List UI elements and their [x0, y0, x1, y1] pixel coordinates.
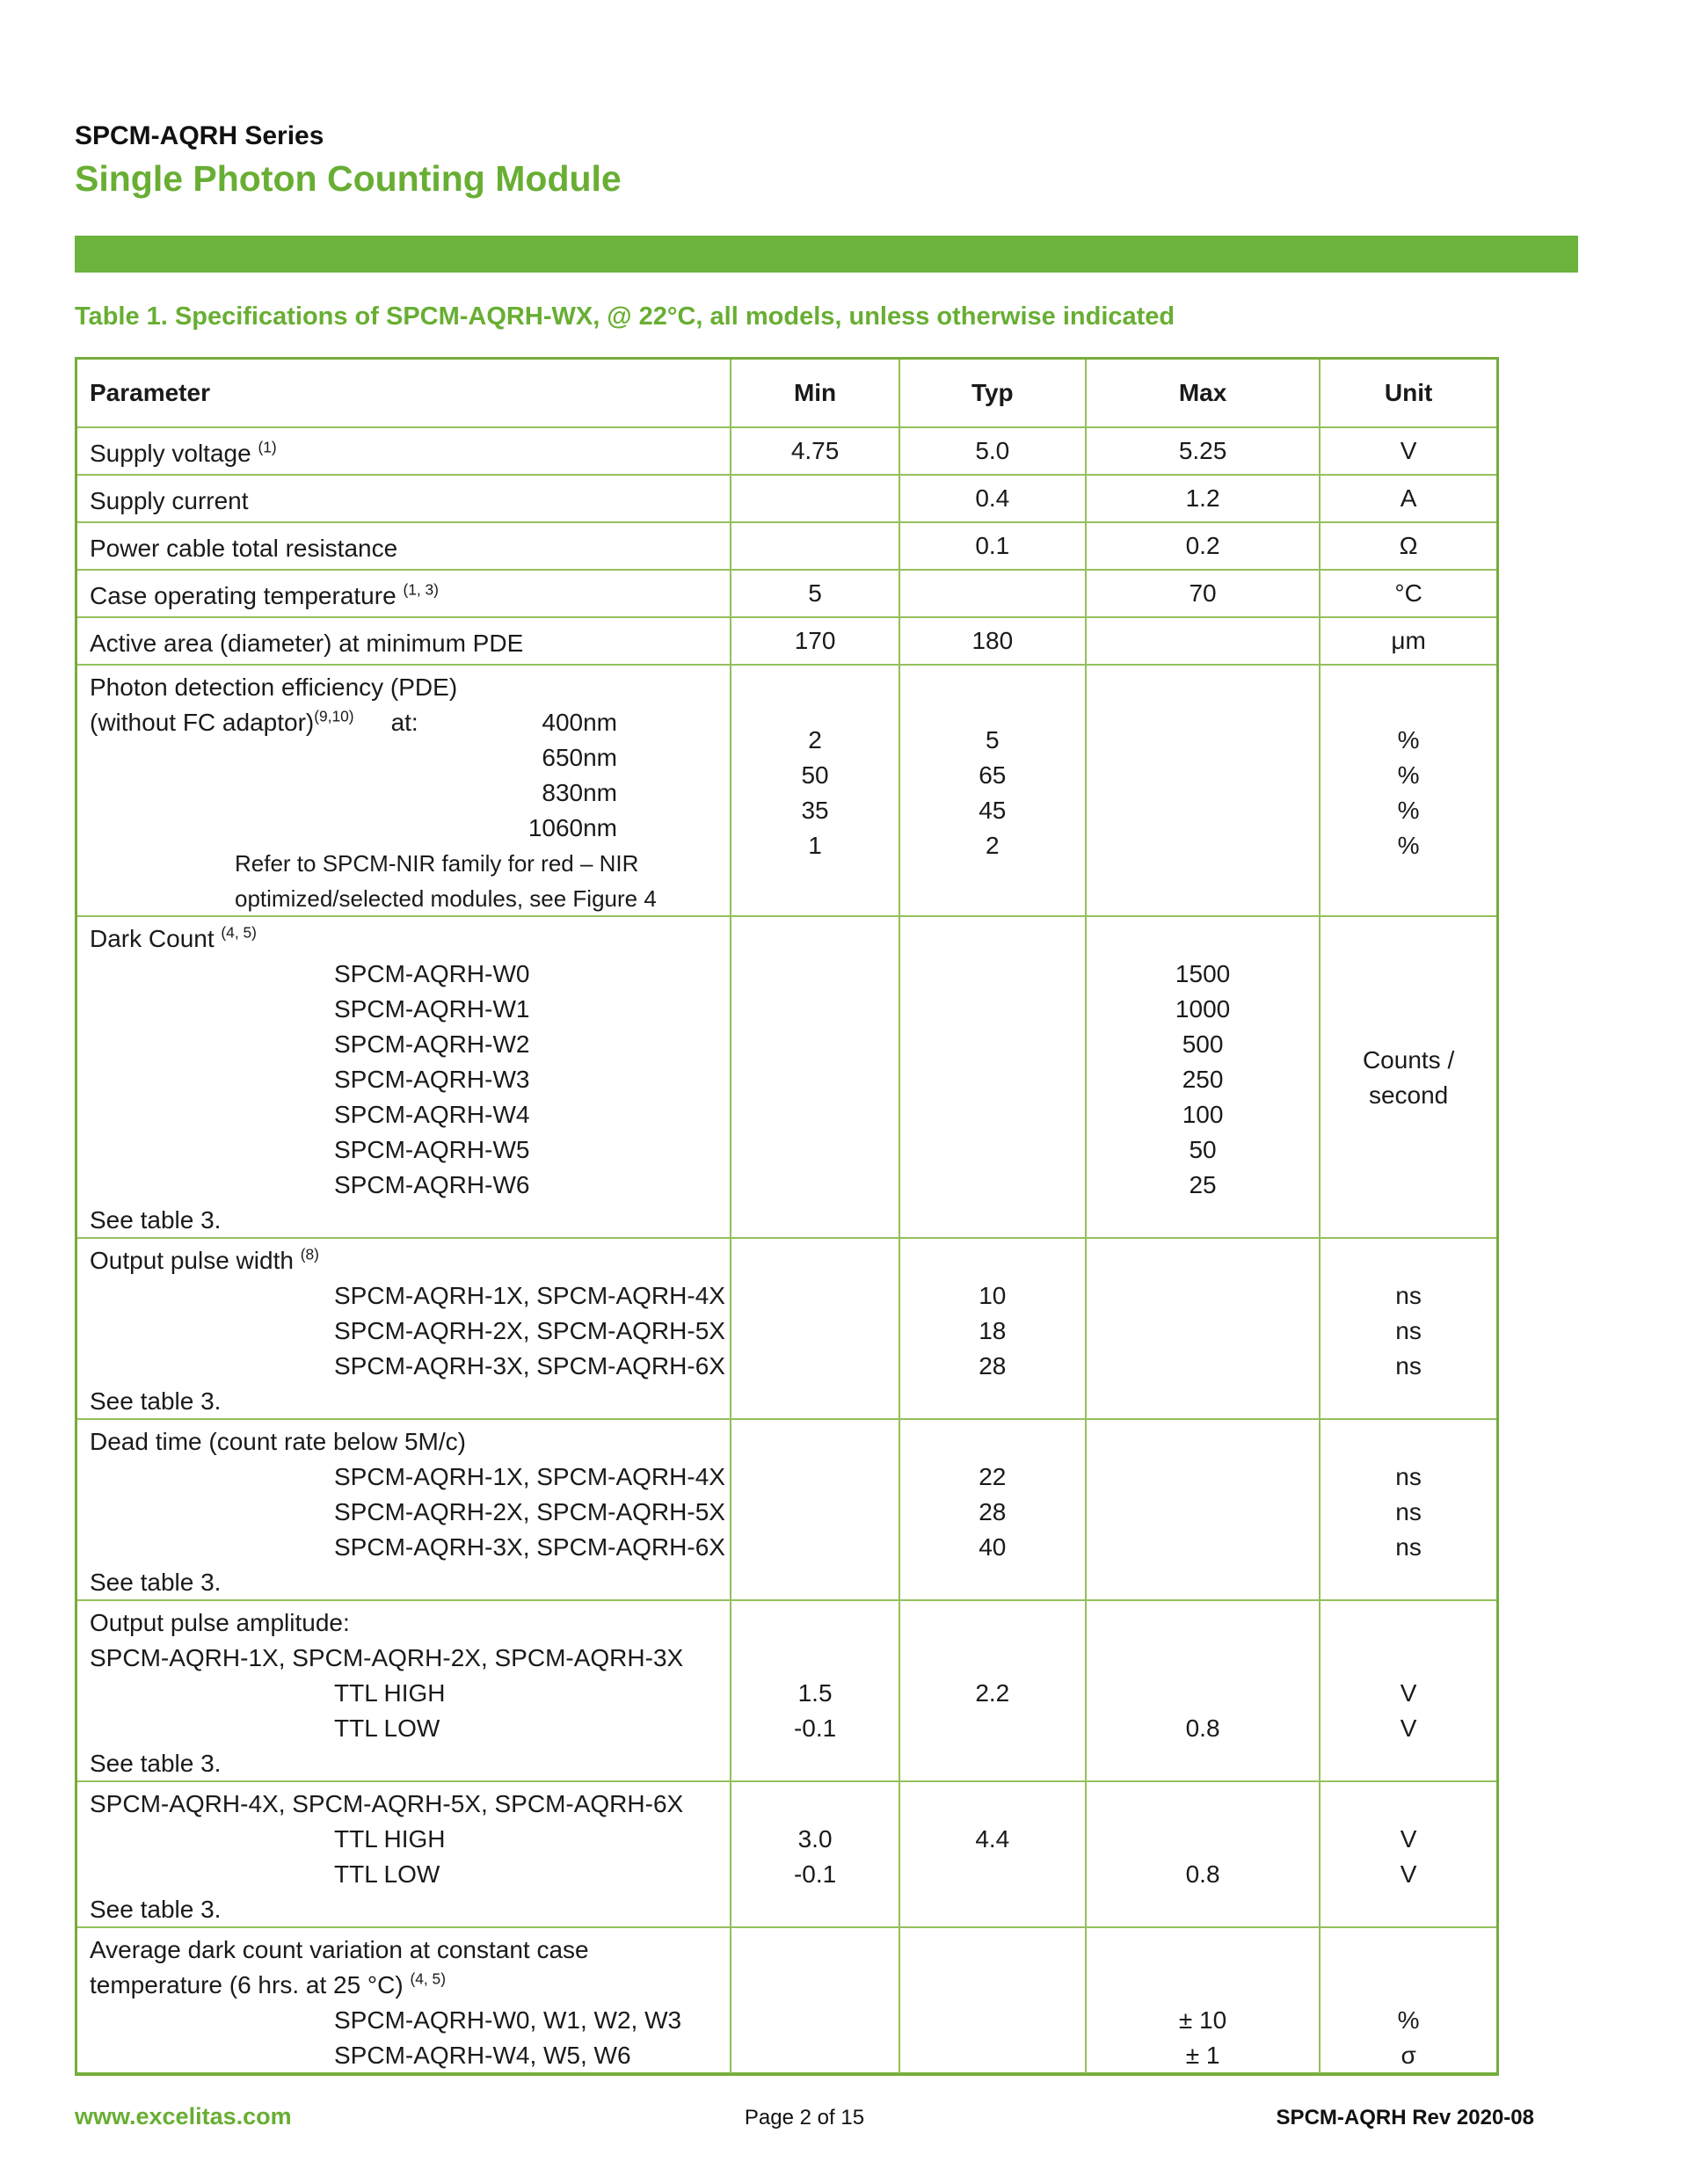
min-values	[730, 1782, 898, 1927]
pde-note-line-1: Refer to SPCM-NIR family for red – NIR	[235, 850, 639, 877]
unit-value: %	[1397, 832, 1420, 859]
unit-value: ns	[1395, 1463, 1422, 1490]
typ-values	[899, 1782, 1085, 1927]
model-label: SPCM-AQRH-W6	[334, 1171, 530, 1198]
pde-subtitle: (without FC adaptor)$^{(9,10)}$ at:	[90, 707, 418, 736]
min-value: 35	[801, 797, 829, 824]
unit-values	[1319, 1239, 1496, 1419]
unit-values	[1319, 1928, 1496, 2073]
max-values	[1085, 1239, 1319, 1419]
max-value: 50	[1189, 1136, 1217, 1163]
footnote-ref: (4, 5)	[410, 1969, 446, 1988]
footnote-ref: (8)	[300, 1245, 319, 1263]
page-number: Page 2 of 15	[744, 2106, 865, 2129]
max-values	[1085, 1420, 1319, 1600]
amplitude-title: Output pulse amplitude:	[90, 1609, 350, 1636]
column-header-unit: Unit	[1319, 360, 1496, 426]
min-value: 1	[808, 832, 822, 859]
column-header-min: Min	[730, 360, 898, 426]
unit-value: Ω	[1319, 523, 1496, 569]
typ-values	[899, 1601, 1085, 1781]
row-active-area	[77, 616, 1496, 664]
parameter-label: Supply current	[90, 486, 249, 514]
unit-value: %	[1397, 726, 1420, 753]
max-value: 25	[1189, 1171, 1217, 1198]
model-label: SPCM-AQRH-4X, SPCM-AQRH-5X, SPCM-AQRH-6X	[90, 1790, 684, 1817]
max-value: 1000	[1175, 995, 1231, 1023]
series-title: SPCM-AQRH Series	[75, 121, 324, 150]
model-label: SPCM-AQRH-W4	[334, 1101, 530, 1128]
parameter-label: Case operating temperature $^{(1, 3)}$	[90, 580, 439, 609]
min-value	[730, 523, 898, 569]
min-values	[730, 1928, 898, 2073]
ttl-low-label: TTL LOW	[334, 1860, 440, 1888]
model-label: SPCM-AQRH-W1	[334, 995, 530, 1023]
typ-value: 65	[979, 761, 1007, 789]
ttl-high-label: TTL HIGH	[334, 1825, 446, 1853]
typ-value: 0.4	[899, 476, 1085, 521]
typ-value: 2	[986, 832, 1000, 859]
model-label: SPCM-AQRH-1X, SPCM-AQRH-4X	[334, 1282, 725, 1309]
parameter-label	[77, 1239, 730, 1419]
typ-values	[899, 1420, 1085, 1600]
see-table-note: See table 3.	[90, 1896, 222, 1923]
unit-values	[1319, 917, 1496, 1238]
parameter-label	[77, 1928, 730, 2073]
typ-values	[899, 917, 1085, 1238]
max-value: 0.8	[1185, 1860, 1220, 1888]
parameter-label	[77, 1420, 730, 1600]
min-values	[730, 1420, 898, 1600]
column-header-max: Max	[1085, 360, 1319, 426]
row-case-operating-temperature	[77, 569, 1496, 616]
min-value: 1.5	[797, 1679, 833, 1707]
dead-time-title: Dead time (count rate below 5M/c)	[90, 1428, 466, 1455]
unit-value: V	[1400, 1825, 1417, 1853]
website-link[interactable]: www.excelitas.com	[75, 2103, 292, 2129]
see-table-note: See table 3.	[90, 1387, 222, 1415]
max-values	[1085, 1601, 1319, 1781]
row-output-pulse-amplitude-1x-3x	[77, 1599, 1496, 1780]
unit-value: V	[1400, 1714, 1417, 1742]
typ-value	[899, 571, 1085, 616]
max-value: 500	[1182, 1030, 1224, 1058]
model-label: SPCM-AQRH-W2	[334, 1030, 530, 1058]
parameter-label: Supply voltage $^{(1)}$	[90, 438, 277, 467]
unit-values	[1319, 666, 1496, 916]
max-value	[1085, 618, 1319, 664]
typ-value: 2.2	[975, 1679, 1010, 1707]
unit-value: %	[1397, 2006, 1420, 2034]
wavelength-label: 1060nm	[528, 814, 617, 841]
unit-value: σ	[1401, 2042, 1416, 2069]
max-value: 0.8	[1185, 1714, 1220, 1742]
typ-values	[899, 666, 1085, 916]
min-value: 2	[808, 726, 822, 753]
typ-value: 180	[899, 618, 1085, 664]
row-output-pulse-amplitude-4x-6x	[77, 1780, 1496, 1926]
typ-value: 5.0	[899, 428, 1085, 474]
dark-variation-title-line-1: Average dark count variation at constant case	[90, 1936, 589, 1963]
typ-value: 28	[979, 1352, 1007, 1380]
typ-value: 0.1	[899, 523, 1085, 569]
pde-at-label: at:	[390, 709, 418, 736]
footnote-ref: (1)	[258, 438, 277, 456]
typ-values	[899, 1239, 1085, 1419]
model-label: SPCM-AQRH-1X, SPCM-AQRH-2X, SPCM-AQRH-3X	[90, 1644, 684, 1671]
typ-value: 4.4	[975, 1825, 1010, 1853]
max-value: 5.25	[1085, 428, 1319, 474]
unit-value: V	[1400, 1679, 1417, 1707]
parameter-label	[77, 917, 730, 1238]
max-value: 100	[1182, 1101, 1224, 1128]
model-label: SPCM-AQRH-2X, SPCM-AQRH-5X	[334, 1498, 725, 1525]
see-table-note: See table 3.	[90, 1750, 222, 1777]
unit-value: ns	[1395, 1282, 1422, 1309]
typ-value: 40	[979, 1533, 1007, 1561]
unit-value: Counts / second	[1362, 1045, 1455, 1109]
see-table-note: See table 3.	[90, 1569, 222, 1596]
max-values	[1085, 1928, 1319, 2073]
see-table-note: See table 3.	[90, 1206, 222, 1234]
min-value: 50	[801, 761, 829, 789]
model-label: SPCM-AQRH-W5	[334, 1136, 530, 1163]
model-label: SPCM-AQRH-W0, W1, W2, W3	[334, 2006, 682, 2034]
dark-variation-title-line-2: temperature (6 hrs. at 25 °C) $^{(4, 5)}$	[90, 1969, 446, 1998]
typ-value: 5	[986, 726, 1000, 753]
ttl-high-label: TTL HIGH	[334, 1679, 446, 1707]
model-label: SPCM-AQRH-W3	[334, 1066, 530, 1093]
column-header-parameter: Parameter	[90, 379, 210, 406]
max-value: ± 10	[1178, 2006, 1227, 2034]
max-value: 1.2	[1085, 476, 1319, 521]
model-label: SPCM-AQRH-3X, SPCM-AQRH-6X	[334, 1533, 725, 1561]
min-value: 3.0	[797, 1825, 833, 1853]
pde-note-line-2: optimized/selected modules, see Figure 4	[235, 885, 657, 912]
row-supply-voltage	[77, 426, 1496, 474]
max-value: 1500	[1175, 960, 1231, 987]
unit-value: μm	[1319, 618, 1496, 664]
specifications-table	[75, 357, 1499, 2076]
model-label: SPCM-AQRH-W0	[334, 960, 530, 987]
parameter-label	[77, 1782, 730, 1927]
page-footer	[75, 2103, 1534, 2130]
footnote-ref: (1, 3)	[403, 580, 439, 599]
unit-value: ns	[1395, 1352, 1422, 1380]
typ-value: 10	[979, 1282, 1007, 1309]
parameter-label: Active area (diameter) at minimum PDE	[90, 629, 524, 657]
unit-value: A	[1319, 476, 1496, 521]
min-value	[730, 476, 898, 521]
unit-value: %	[1397, 797, 1420, 824]
row-dead-time	[77, 1418, 1496, 1599]
dark-count-title: Dark Count $^{(4, 5)}$	[90, 923, 257, 952]
model-label: SPCM-AQRH-3X, SPCM-AQRH-6X	[334, 1352, 725, 1380]
row-power-cable-resistance	[77, 521, 1496, 569]
unit-value: °C	[1319, 571, 1496, 616]
pde-title: Photon detection efficiency (PDE)	[90, 673, 458, 701]
table-title: Table 1. Specifications of SPCM-AQRH-WX, @ 22°C, all models, unless otherwise indicated	[75, 302, 1175, 331]
model-label: SPCM-AQRH-2X, SPCM-AQRH-5X	[334, 1317, 725, 1344]
parameter-label: Power cable total resistance	[90, 534, 398, 562]
max-values	[1085, 1782, 1319, 1927]
min-value: -0.1	[793, 1714, 837, 1742]
min-values	[730, 1601, 898, 1781]
typ-value: 28	[979, 1498, 1007, 1525]
max-value: 0.2	[1085, 523, 1319, 569]
max-value: 250	[1182, 1066, 1224, 1093]
unit-value: ns	[1395, 1533, 1422, 1561]
max-value: 70	[1085, 571, 1319, 616]
min-value: 5	[730, 571, 898, 616]
unit-values	[1319, 1420, 1496, 1600]
unit-values	[1319, 1782, 1496, 1927]
typ-value: 22	[979, 1463, 1007, 1490]
min-value: -0.1	[793, 1860, 837, 1888]
row-average-dark-count-variation	[77, 1926, 1496, 2072]
output-pulse-width-title: Output pulse width $^{(8)}$	[90, 1245, 319, 1274]
wavelength-label: 400nm	[542, 709, 617, 736]
unit-value: V	[1319, 428, 1496, 474]
footnote-ref: (9,10)	[314, 707, 354, 725]
row-output-pulse-width	[77, 1237, 1496, 1418]
table-header-row	[77, 360, 1496, 426]
column-header-typ: Typ	[899, 360, 1085, 426]
parameter-label	[77, 666, 730, 916]
max-value: ± 1	[1185, 2042, 1220, 2069]
max-values	[1085, 666, 1319, 916]
min-value: 170	[730, 618, 898, 664]
unit-value: ns	[1395, 1317, 1422, 1344]
min-values	[730, 1239, 898, 1419]
row-dark-count	[77, 915, 1496, 1237]
model-label: SPCM-AQRH-1X, SPCM-AQRH-4X	[334, 1463, 725, 1490]
typ-value: 45	[979, 797, 1007, 824]
product-title: Single Photon Counting Module	[75, 158, 622, 199]
document-revision: SPCM-AQRH Rev 2020-08	[1276, 2106, 1534, 2129]
wavelength-label: 830nm	[542, 779, 617, 806]
max-values	[1085, 917, 1319, 1238]
unit-value: ns	[1395, 1498, 1422, 1525]
footnote-ref: (4, 5)	[221, 923, 257, 942]
row-supply-current	[77, 474, 1496, 521]
min-values	[730, 666, 898, 916]
typ-value: 18	[979, 1317, 1007, 1344]
wavelength-label: 650nm	[542, 744, 617, 771]
unit-value: %	[1397, 761, 1420, 789]
ttl-low-label: TTL LOW	[334, 1714, 440, 1742]
min-values	[730, 917, 898, 1238]
green-divider-bar	[75, 236, 1578, 273]
parameter-label	[77, 1601, 730, 1781]
unit-value: V	[1400, 1860, 1417, 1888]
model-label: SPCM-AQRH-W4, W5, W6	[334, 2042, 631, 2069]
row-photon-detection-efficiency	[77, 664, 1496, 915]
min-value: 4.75	[730, 428, 898, 474]
unit-values	[1319, 1601, 1496, 1781]
typ-values	[899, 1928, 1085, 2073]
